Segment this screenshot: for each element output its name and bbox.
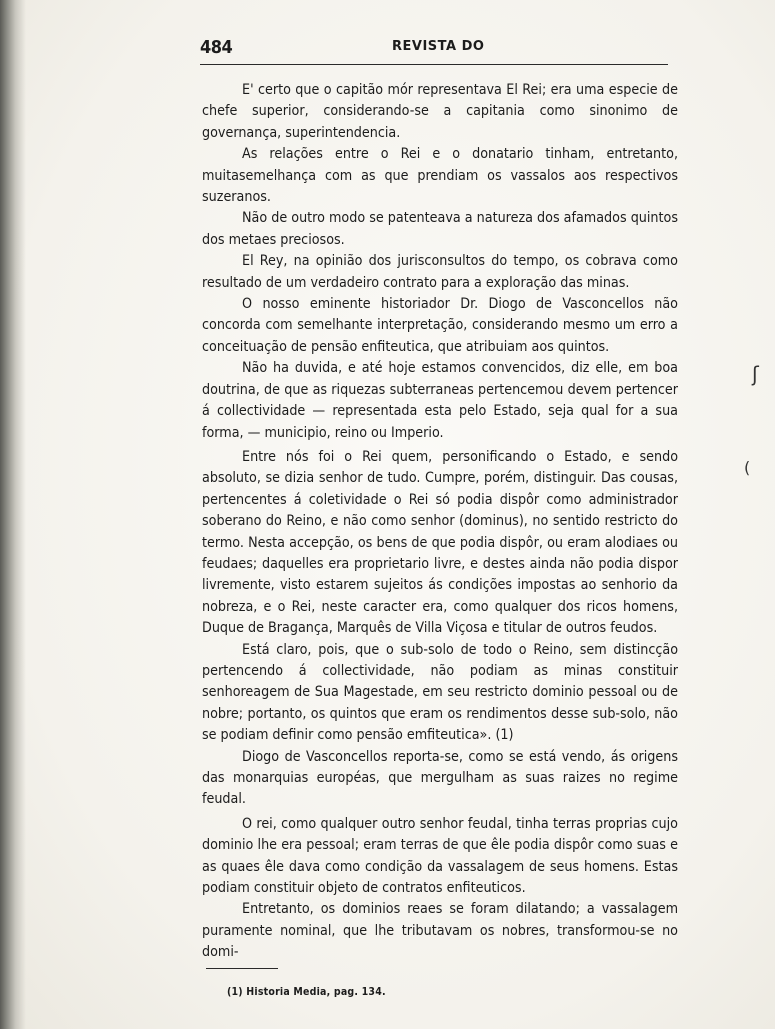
footnote: (1) Historia Media, pag. 134. xyxy=(227,986,386,998)
paragraph: Não de outro modo se patenteava a natureza dos afamados quintos dos metaes preciosos. xyxy=(202,210,678,248)
paragraph: Não ha duvida, e até hoje estamos convencidos, diz elle, em boa doutrina, de que as riquezas subterraneas pertencemou devem pertencer á collectividade — representada esta pelo Estado, seja qual for a sua forma, — municipio, reino ou Imperio. xyxy=(202,360,678,441)
paragraph: E' certo que o capitão mór representava El Rei; era uma especie de chefe superior, considerando-se a capitania como sinonimo de governança, superintendencia. xyxy=(202,82,678,141)
paragraph: Entretanto, os dominios reaes se foram dilatando; a vassalagem puramente nominal, que lhe tributavam os nobres, transformou-se no domi- xyxy=(202,901,678,961)
paragraph: As relações entre o Rei e o donatario tinham, entretanto, muitasemelhança com as que prendiam os vassalos aos respectivos suzeranos. xyxy=(202,146,678,206)
paragraph: O rei, como qualquer outro senhor feudal, tinha terras proprias cujo dominio lhe era pessoal; eram terras de que êle podia dispôr como suas e as quaes êle dava como condição da vassalagem de seus homens. Estas podiam constituir objeto de contratos enfiteuticos. xyxy=(202,815,678,897)
paragraph: El Rey, na opinião dos jurisconsultos do tempo, os cobrava como resultado de um verdadeiro contrato para a exploração das minas. xyxy=(202,253,678,291)
binding-shadow xyxy=(0,0,26,1029)
footnote-rule xyxy=(206,968,278,969)
paragraph: O nosso eminente historiador Dr. Diogo de Vasconcellos não concorda com semelhante interpretação, considerando mesmo um erro a conceituação de pensão enfiteutica, que atribuiam aos quintos. xyxy=(202,296,678,355)
paragraph: Entre nós foi o Rei quem, personificando o Estado, e sendo absoluto, se dizia senhor de tudo. Cumpre, porém, distinguir. Das cousas, pertencentes á coletividade o Rei só podia dispôr como administrador soberano do Reino, e não como senhor (dominus), no sentido restricto do termo. Nesta accepção, os bens de que podia dispôr, ou eram alodiaes ou feudaes; daquelles era proprietario livre, e destes ainda não podia dispor livremente, visto estarem sujeitos ás condições impostas ao senhorio da nobreza, e o Rei, neste caracter era, como qualquer dos ricos homens, Duque de Bragança, Marquês de Villa Viçosa e titular de outros feudos. xyxy=(202,448,678,637)
margin-mark: ʃ xyxy=(752,362,759,386)
header-rule xyxy=(200,64,668,65)
paragraph: Está claro, pois, que o sub-solo de todo o Reino, sem distincção pertencendo á collectividade, não podiam as minas constituir senhoreagem de Sua Magestade, em seu restricto dominio pessoal ou de nobre; portanto, os quintos que eram os rendimentos desse sub-solo, não se podiam definir como pensão emfiteutica». (1) xyxy=(202,641,678,744)
running-head: REVISTA DO xyxy=(392,39,485,54)
margin-mark: ( xyxy=(744,458,751,477)
page-header xyxy=(200,37,668,65)
body-text xyxy=(202,80,678,964)
page-number: 484 xyxy=(200,37,233,58)
paragraph: Diogo de Vasconcellos reporta-se, como se está vendo, ás origens das monarquias européas, que mergulham as suas raizes no regime feudal. xyxy=(202,748,678,808)
